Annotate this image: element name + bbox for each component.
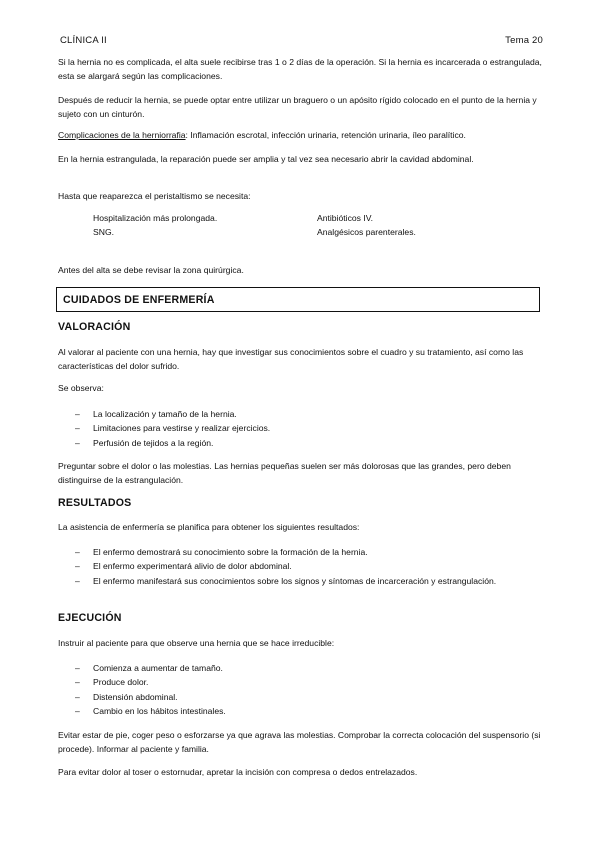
list-item: – Cambio en los hábitos intestinales. xyxy=(58,704,542,718)
list-item: – El enfermo experimentará alivio de dolor abdominal. xyxy=(58,559,542,573)
complications-label: Complicaciones de la herniorrafia xyxy=(58,130,186,140)
resultados-list xyxy=(58,545,542,588)
paragraph-reduction: Después de reducir la hernia, se puede optar entre utilizar un braguero o un apósito rígido colocado en el punto de la hernia y sujeto con un cinturón. xyxy=(58,95,537,119)
list-item: – El enfermo manifestará sus conocimientos sobre los signos y síntomas de incarceración y estrangulación. xyxy=(58,574,542,588)
paragraph-pre-discharge: Antes del alta se debe revisar la zona quirúrgica. xyxy=(58,265,244,275)
valoracion-observa: Se observa: xyxy=(58,383,104,393)
heading-valoracion: VALORACIÓN xyxy=(58,321,131,333)
section-title: CUIDADOS DE ENFERMERÍA xyxy=(63,294,215,306)
valoracion-closing: Preguntar sobre el dolor o las molestias. Las hernias pequeñas suelen ser más dolorosas que las grandes, pero deben distinguirse de la estrangulación. xyxy=(58,461,511,485)
valoracion-intro: Al valorar al paciente con una hernia, hay que investigar sus conocimientos sobre el cuadro y su tratamiento, así como las características del dolor sufrido. xyxy=(58,347,524,371)
paragraph-strangulated: En la hernia estrangulada, la reparación puede ser amplia y tal vez sea necesario abrir la cavidad abdominal. xyxy=(58,154,474,164)
needs-item: Antibióticos IV. xyxy=(317,213,374,223)
needs-column-1 xyxy=(93,212,217,239)
list-item: – La localización y tamaño de la hernia. xyxy=(58,407,542,421)
paragraph-complications xyxy=(58,129,542,143)
ejecucion-list xyxy=(58,661,542,719)
paragraph-discharge: Si la hernia no es complicada, el alta suele recibirse tras 1 o 2 días de la operación. Si la hernia es incarcerada o estrangulada, esta se alargará según las complicaciones. xyxy=(58,57,542,81)
ejecucion-intro: Instruir al paciente para que observe una hernia que se hace irreducible: xyxy=(58,638,335,648)
list-item: – El enfermo demostrará su conocimiento sobre la formación de la hernia. xyxy=(58,545,542,559)
header-topic: Tema 20 xyxy=(505,35,543,46)
list-item: – Comienza a aumentar de tamaño. xyxy=(58,661,542,675)
list-item: – Perfusión de tejidos a la región. xyxy=(58,436,542,450)
heading-resultados: RESULTADOS xyxy=(58,497,132,509)
list-item: – Distensión abdominal. xyxy=(58,690,542,704)
ejecucion-paragraph-1: Evitar estar de pie, coger peso o esforzarse ya que agrava las molestias. Comprobar la correcta colocación del suspensorio (si procede). Informar al paciente y familia. xyxy=(58,730,541,754)
complications-text: : Inflamación escrotal, infección urinaria, retención urinaria, íleo paralítico. xyxy=(185,130,466,140)
needs-item: Hospitalización más prolongada. xyxy=(93,213,218,223)
valoracion-list xyxy=(58,407,542,450)
heading-ejecucion: EJECUCIÓN xyxy=(58,612,122,624)
header-course: CLÍNICA II xyxy=(60,35,107,46)
needs-item: SNG. xyxy=(93,226,115,237)
resultados-intro: La asistencia de enfermería se planifica para obtener los siguientes resultados: xyxy=(58,522,360,532)
ejecucion-paragraph-2: Para evitar dolor al toser o estornudar, apretar la incisión con compresa o dedos entrelazados. xyxy=(58,767,418,777)
list-item: – Limitaciones para vestirse y realizar ejercicios. xyxy=(58,421,542,435)
needs-column-2 xyxy=(317,212,416,239)
section-title-box xyxy=(56,287,540,312)
paragraph-peristalsis: Hasta que reaparezca el peristaltismo se necesita: xyxy=(58,191,251,201)
list-item: – Produce dolor. xyxy=(58,675,542,689)
needs-item: Analgésicos parenterales. xyxy=(317,226,416,237)
